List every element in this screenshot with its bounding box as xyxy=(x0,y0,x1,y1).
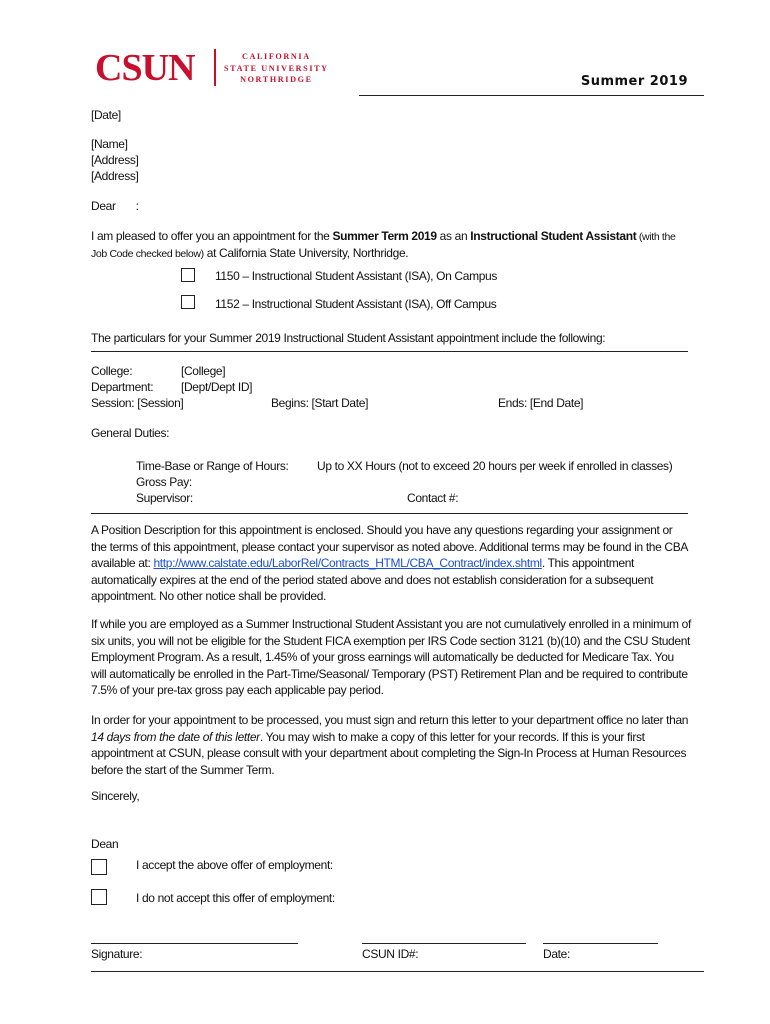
job-code-1150-checkbox[interactable] xyxy=(181,268,195,282)
date-field: [Date] xyxy=(91,108,121,122)
return-line-1: In order for your appointment to be processed, you must sign and return this letter to your department office no later than xyxy=(91,713,689,727)
accept-offer-label: I accept the above offer of employment: xyxy=(136,858,333,872)
csun-id-label: CSUN ID#: xyxy=(362,947,419,961)
header-rule xyxy=(359,95,704,96)
fica-line-3: Employment Program. As a result, 1.45% of your gross earnings will automatically be deducted for Medicare Tax. You xyxy=(91,650,674,664)
position-line-3 xyxy=(91,555,711,572)
salutation xyxy=(91,198,139,215)
position-line-5: appointment. No other notice shall be provided. xyxy=(91,589,327,603)
general-duties-label: General Duties: xyxy=(91,426,170,440)
contact-label: Contact #: xyxy=(407,491,459,505)
logo-subtitle xyxy=(224,51,329,86)
address-line-2: [Address] xyxy=(91,169,139,183)
fica-paragraph xyxy=(91,616,711,699)
signature-line xyxy=(91,943,298,944)
return-line-3: appointment at CSUN, please consult with your department about completing the Sign-In Process at Human Resources xyxy=(91,746,687,760)
position-paragraph xyxy=(91,522,711,605)
decline-offer-checkbox[interactable] xyxy=(91,889,107,905)
offer-text-2: as an xyxy=(436,229,471,243)
fica-line-1: If while you are employed as a Summer Instructional Student Assistant you are not cumulatively enrolled in a minimum of xyxy=(91,617,691,631)
details-rule xyxy=(91,513,688,514)
return-deadline: 14 days from the date of this letter xyxy=(91,729,260,744)
offer-line-2 xyxy=(91,245,408,263)
offer-text-5: at California State University, Northridge. xyxy=(203,246,409,260)
date-line xyxy=(543,943,658,944)
department-label: Department: xyxy=(91,380,154,394)
logo-line-3: NORTHRIDGE xyxy=(240,75,313,84)
csun-wordmark: CSUN xyxy=(95,47,195,89)
ends-field: Ends: [End Date] xyxy=(498,396,584,410)
fica-line-4: will automatically be enrolled in the Part-Time/Seasonal/ Temporary (PST) Retirement Plan and be required to contribute xyxy=(91,666,688,681)
csun-id-line xyxy=(362,943,526,944)
logo-line-1: CALIFORNIA xyxy=(241,52,311,61)
return-line-2 xyxy=(91,729,711,746)
accept-offer-checkbox[interactable] xyxy=(91,859,107,875)
college-value: [College] xyxy=(181,364,226,378)
gross-pay-label: Gross Pay: xyxy=(136,475,192,489)
position-line-3-post: . This appointment xyxy=(541,556,635,570)
offer-term: Summer Term 2019 xyxy=(332,229,437,243)
return-paragraph xyxy=(91,712,711,778)
position-line-2: the terms of this appointment, please contact your supervisor as noted above. Additional terms may be found in the CBA xyxy=(91,539,689,554)
offer-text-3: (with the xyxy=(636,231,676,243)
footer-rule xyxy=(91,971,704,972)
begins-field: Begins: [Start Date] xyxy=(271,396,369,410)
cba-contract-link[interactable]: http://www.calstate.edu/LaborRel/Contracts_HTML/CBA_Contract/index.shtml xyxy=(153,556,542,570)
salutation-colon: : xyxy=(135,199,139,213)
time-base-label: Time-Base or Range of Hours: xyxy=(136,459,289,473)
particulars-intro: The particulars for your Summer 2019 Instructional Student Assistant appointment include the following: xyxy=(91,331,606,345)
date-label: Date: xyxy=(543,947,570,961)
offer-line-1 xyxy=(91,228,701,246)
time-base-value: Up to XX Hours (not to exceed 20 hours per week if enrolled in classes) xyxy=(317,459,673,473)
position-line-4: automatically expires at the end of the period stated above and does not establish consideration for a subsequent xyxy=(91,572,654,587)
address-line-1: [Address] xyxy=(91,153,139,167)
closing-signer: Dean xyxy=(91,837,119,851)
term-heading: Summer 2019 xyxy=(580,74,688,89)
session-field: Session: [Session] xyxy=(91,396,184,410)
return-line-4: before the start of the Summer Term. xyxy=(91,762,275,777)
particulars-rule xyxy=(91,351,688,352)
salutation-dear: Dear xyxy=(91,199,116,213)
position-line-1: A Position Description for this appointment is enclosed. Should you have any questions regarding your assignment or xyxy=(91,523,673,537)
logo-line-2: STATE UNIVERSITY xyxy=(224,63,329,73)
name-field: [Name] xyxy=(91,137,128,151)
position-line-3-pre: available at: xyxy=(91,556,154,570)
job-code-1152-checkbox[interactable] xyxy=(181,295,195,309)
job-code-1152-label: 1152 – Instructional Student Assistant (ISA), Off Campus xyxy=(215,297,497,311)
job-code-1150-label: 1150 – Instructional Student Assistant (ISA), On Campus xyxy=(215,269,498,283)
fica-line-5: 7.5% of your pre-tax gross pay each applicable pay period. xyxy=(91,683,384,697)
offer-title: Instructional Student Assistant xyxy=(470,229,637,243)
fica-line-2: six units, you will not be eligible for the Student FICA exemption per IRS Code section 3121 (b)(10) and the CSU Student xyxy=(91,633,691,648)
closing-sincerely: Sincerely, xyxy=(91,789,140,803)
decline-offer-label: I do not accept this offer of employment: xyxy=(136,891,335,905)
department-value: [Dept/Dept ID] xyxy=(181,380,253,394)
supervisor-label: Supervisor: xyxy=(136,491,193,505)
return-line-2-post: . You may wish to make a copy of this letter for your records. If this is your first xyxy=(259,729,645,744)
offer-text-4: Job Code checked below) xyxy=(91,248,204,260)
signature-label: Signature: xyxy=(91,947,143,961)
college-label: College: xyxy=(91,364,133,378)
logo-divider xyxy=(214,49,216,86)
offer-text-1: I am pleased to offer you an appointment for the xyxy=(91,229,333,243)
